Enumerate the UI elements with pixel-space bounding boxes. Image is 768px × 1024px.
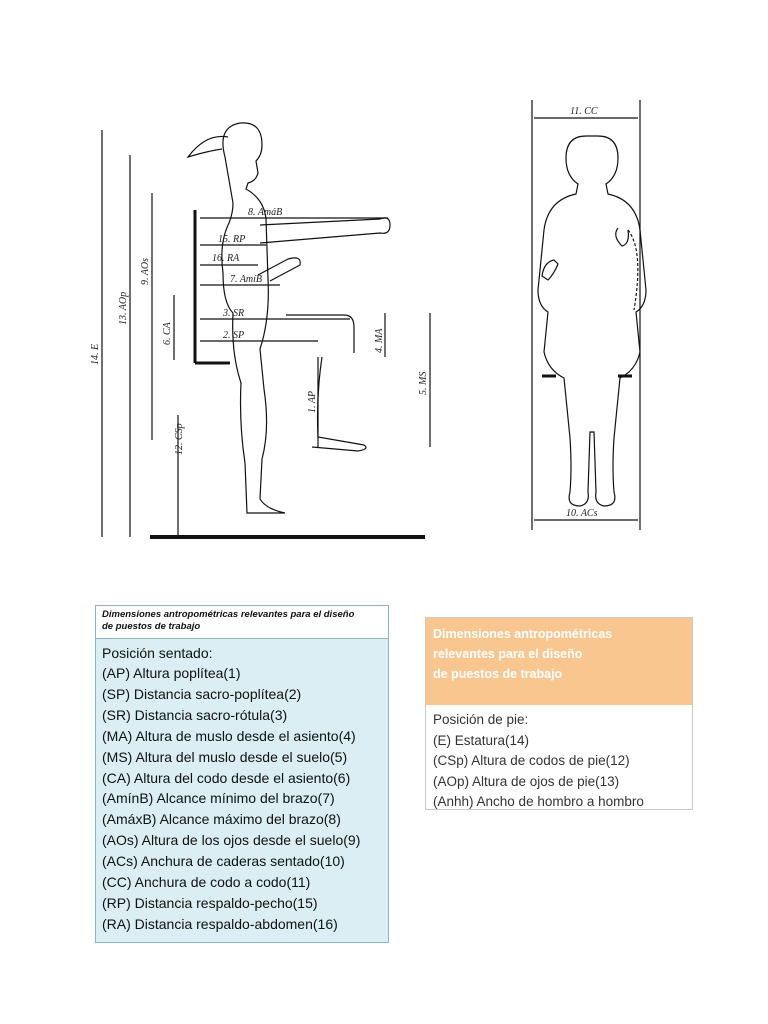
standing-title: Posición de pie: [433,712,529,727]
standing-header-line2: relevantes para el diseño [433,647,583,661]
front-view-figure [528,100,648,530]
label-rp: 15. RP [218,234,246,245]
label-aop: 13. AOp [118,291,129,325]
label-sr: 3. SR [223,308,245,319]
seated-dimensions-box [95,605,389,943]
list-item: (AOp) Altura de ojos de pie(13) [433,773,620,789]
seated-header-line2: de puestos de trabajo [102,621,201,632]
list-item: (CSp) Altura de codos de pie(12) [433,753,630,768]
list-item: (MS) Altura del muslo desde el suelo(5) [102,748,348,765]
list-item: (SR) Distancia sacro-rótula(3) [102,706,288,723]
label-sp: 2. SP [223,330,245,341]
label-acs: 10. ACs [566,508,598,519]
list-item: (ACs) Anchura de caderas sentado(10) [102,853,345,870]
label-csp: 12. CSp [174,423,185,455]
side-view-figure [90,95,435,545]
label-cc: 11. CC [570,106,598,117]
label-amab: 8. AmáB [248,207,283,218]
list-item: (MA) Altura de muslo desde el asiento(4) [102,727,356,744]
label-e: 14. E [90,343,101,365]
list-item: (AP) Altura poplítea(1) [102,665,241,681]
label-ra: 16. RA [212,253,240,264]
label-amib: 7. AmíB [230,274,263,285]
standing-list [433,731,692,813]
label-aos: 9. AOs [140,257,151,285]
seated-header-line1: Dimensiones antropométricas relevantes para el diseño [102,609,355,620]
list-item: (CC) Anchura de codo a codo(11) [102,874,311,891]
label-ap: 1. AP [307,390,318,413]
list-item: (Anhh) Ancho de hombro a hombro [433,794,644,809]
list-item: (AOs) Altura de los ojos desde el suelo(9) [102,832,361,849]
standing-header-line3: de puestos de trabajo [433,667,563,681]
seated-list [102,663,388,935]
standing-dimensions-box [425,617,693,810]
label-ca: 6. CA [162,322,173,345]
list-item: (E) Estatura(14) [433,732,530,748]
seated-title: Posición sentado: [102,645,213,661]
seated-box-header [96,606,388,639]
standing-box-header [426,618,692,705]
list-item: (RP) Distancia respaldo-pecho(15) [102,894,318,911]
list-item: (AmáxB) Alcance máximo del brazo(8) [102,811,341,828]
list-item: (RA) Distancia respaldo-abdomen(16) [102,915,338,932]
label-ms: 5. MS [418,371,429,395]
list-item: (AmínB) Alcance mínimo del brazo(7) [102,790,335,807]
list-item: (CA) Altura del codo desde el asiento(6) [102,769,351,786]
standing-header-line1: Dimensiones antropométricas [433,627,613,641]
list-item: (SP) Distancia sacro-poplítea(2) [102,685,302,702]
label-ma: 4. MA [374,328,385,353]
